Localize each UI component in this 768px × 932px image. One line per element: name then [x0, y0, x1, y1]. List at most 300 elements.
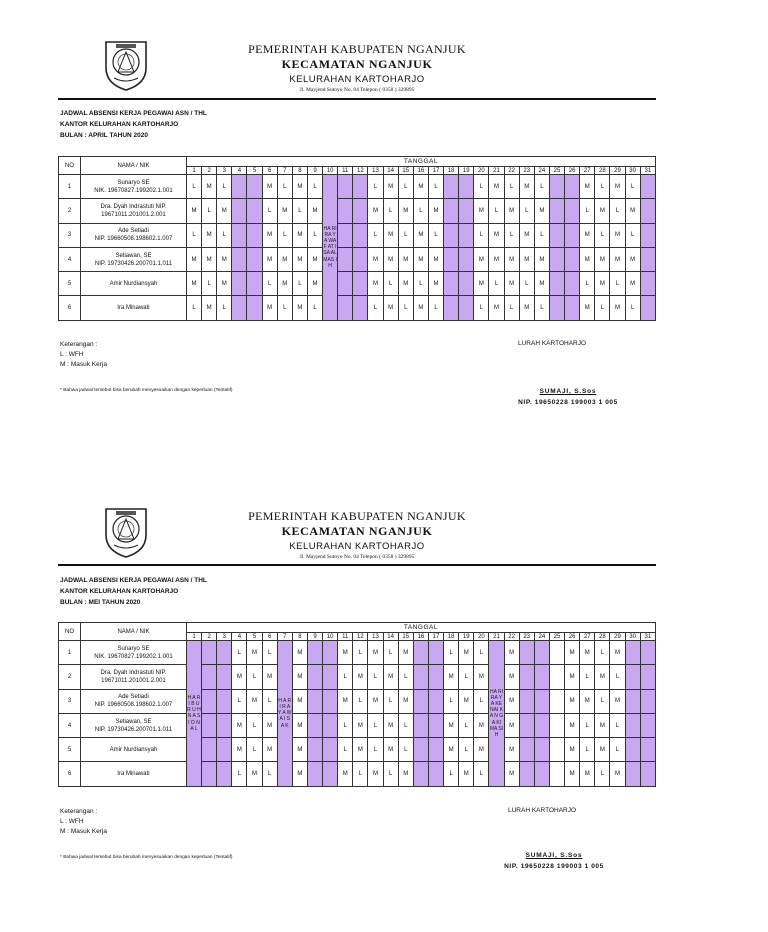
- signatory-nip: NIP. 19650228 199003 1 005: [504, 863, 604, 870]
- attendance-cell: M: [353, 665, 368, 689]
- attendance-cell: [202, 713, 217, 737]
- signature-block: [504, 340, 624, 347]
- attendance-cell: M: [262, 247, 277, 271]
- attendance-cell: L: [262, 272, 277, 296]
- attendance-cell: L: [610, 713, 625, 737]
- attendance-cell: L: [504, 175, 519, 199]
- table-row: [59, 199, 656, 223]
- letterhead-address: Jl. Mayjend Sutoyo No. 04 Telepon ( 0358 ) 329895: [299, 87, 415, 93]
- attendance-cell: L: [262, 762, 277, 786]
- attendance-cell: L: [383, 689, 398, 713]
- attendance-cell: M: [610, 296, 625, 320]
- attendance-cell: L: [217, 296, 232, 320]
- day-header: 6: [262, 633, 277, 641]
- attendance-cell: L: [338, 738, 353, 762]
- attendance-cell: [202, 762, 217, 786]
- day-header: 24: [534, 167, 549, 175]
- attendance-cell: [459, 223, 474, 247]
- attendance-cell: M: [504, 689, 519, 713]
- attendance-cell: L: [398, 175, 413, 199]
- day-header: 22: [504, 167, 519, 175]
- legend: [60, 807, 107, 837]
- attendance-cell: [353, 247, 368, 271]
- attendance-cell: L: [277, 296, 292, 320]
- day-header: 17: [428, 633, 443, 641]
- table-row: [59, 272, 656, 296]
- attendance-cell: M: [504, 762, 519, 786]
- day-header: 11: [338, 633, 353, 641]
- attendance-cell: M: [232, 713, 247, 737]
- holiday-cell: [277, 641, 292, 787]
- attendance-cell: [217, 689, 232, 713]
- day-header: 26: [565, 167, 580, 175]
- attendance-cell: L: [504, 296, 519, 320]
- signature-name-block: [484, 852, 624, 870]
- schedule-sheet-mei: [58, 509, 656, 879]
- attendance-cell: L: [368, 665, 383, 689]
- attendance-cell: M: [292, 223, 307, 247]
- attendance-cell: M: [474, 665, 489, 689]
- attendance-cell: L: [595, 762, 610, 786]
- attendance-cell: M: [292, 296, 307, 320]
- attendance-cell: L: [474, 762, 489, 786]
- attendance-cell: [565, 223, 580, 247]
- day-header: 28: [595, 167, 610, 175]
- attendance-cell: [247, 247, 262, 271]
- office-name: KANTOR KELURAHAN KARTOHARJO: [60, 121, 179, 128]
- attendance-cell: L: [474, 223, 489, 247]
- attendance-cell: M: [489, 223, 504, 247]
- day-header: 10: [323, 167, 338, 175]
- day-header: 30: [625, 167, 640, 175]
- attendance-cell: M: [459, 641, 474, 665]
- attendance-cell: M: [202, 247, 217, 271]
- attendance-cell: [323, 641, 338, 665]
- attendance-cell: [232, 199, 247, 223]
- day-header: 21: [489, 633, 504, 641]
- attendance-cell: L: [413, 199, 428, 223]
- attendance-cell: M: [413, 296, 428, 320]
- attendance-cell: L: [368, 738, 383, 762]
- employee-nik: 19671011.201001.2.001: [101, 211, 166, 218]
- employee-name: Sunaryo SE: [117, 645, 150, 652]
- employee-name: Ira Minawati: [117, 771, 150, 778]
- attendance-cell: L: [459, 713, 474, 737]
- attendance-cell: [534, 689, 549, 713]
- attendance-cell: [625, 665, 640, 689]
- attendance-cell: L: [625, 175, 640, 199]
- attendance-cell: M: [610, 762, 625, 786]
- day-header: 6: [262, 167, 277, 175]
- table-row: [59, 665, 656, 689]
- attendance-cell: [519, 762, 534, 786]
- attendance-cell: [625, 738, 640, 762]
- day-header: 26: [565, 633, 580, 641]
- attendance-cell: [353, 272, 368, 296]
- attendance-cell: L: [444, 689, 459, 713]
- attendance-cell: M: [202, 223, 217, 247]
- attendance-cell: [247, 272, 262, 296]
- attendance-cell: L: [262, 641, 277, 665]
- attendance-cell: L: [580, 199, 595, 223]
- attendance-cell: M: [277, 272, 292, 296]
- employee-cell: [80, 713, 186, 737]
- attendance-cell: [459, 296, 474, 320]
- attendance-cell: L: [277, 175, 292, 199]
- attendance-cell: M: [519, 223, 534, 247]
- employee-name: Amir Nurdiansyah: [109, 280, 158, 287]
- tentative-note: * Bahwa jadwal tersebut bisa berubah menyesuaikan dengan keperluan (Tentatif): [60, 388, 233, 393]
- table-row: [59, 689, 656, 713]
- attendance-cell: [217, 762, 232, 786]
- day-header: 22: [504, 633, 519, 641]
- attendance-cell: [534, 738, 549, 762]
- attendance-cell: [549, 689, 564, 713]
- attendance-cell: M: [292, 738, 307, 762]
- attendance-cell: [519, 738, 534, 762]
- day-header: 2: [202, 633, 217, 641]
- attendance-cell: [519, 689, 534, 713]
- letterhead-line2: KECAMATAN NGANJUK: [281, 524, 433, 538]
- attendance-cell: M: [565, 762, 580, 786]
- attendance-cell: [338, 272, 353, 296]
- day-header: 12: [353, 633, 368, 641]
- day-header: 25: [549, 167, 564, 175]
- attendance-cell: M: [383, 738, 398, 762]
- attendance-cell: M: [610, 247, 625, 271]
- attendance-cell: L: [459, 665, 474, 689]
- attendance-cell: M: [504, 247, 519, 271]
- attendance-cell: M: [474, 247, 489, 271]
- day-header: 20: [474, 633, 489, 641]
- attendance-cell: [519, 641, 534, 665]
- employee-cell: [80, 199, 186, 223]
- attendance-cell: L: [595, 296, 610, 320]
- attendance-cell: M: [383, 175, 398, 199]
- no-column-header: NO: [59, 623, 81, 641]
- letterhead: [58, 42, 656, 94]
- attendance-cell: M: [565, 713, 580, 737]
- schedule-meta: [60, 575, 207, 608]
- schedule-title: JADWAL ABSENSI KERJA PEGAWAI ASN / THL: [60, 110, 207, 117]
- attendance-cell: M: [277, 199, 292, 223]
- attendance-cell: [428, 762, 443, 786]
- attendance-cell: L: [595, 223, 610, 247]
- attendance-cell: M: [580, 223, 595, 247]
- attendance-cell: M: [368, 199, 383, 223]
- row-number: 3: [59, 223, 81, 247]
- attendance-cell: [534, 762, 549, 786]
- day-header: 15: [398, 167, 413, 175]
- attendance-cell: [338, 296, 353, 320]
- attendance-cell: L: [353, 762, 368, 786]
- attendance-cell: M: [202, 175, 217, 199]
- attendance-cell: M: [292, 689, 307, 713]
- attendance-cell: L: [383, 199, 398, 223]
- day-header: 27: [580, 167, 595, 175]
- attendance-cell: [549, 641, 564, 665]
- attendance-cell: M: [383, 223, 398, 247]
- attendance-cell: L: [398, 296, 413, 320]
- attendance-cell: L: [534, 223, 549, 247]
- attendance-cell: [549, 175, 564, 199]
- attendance-cell: [534, 665, 549, 689]
- legend-masuk: M : Masuk Kerja: [60, 828, 107, 835]
- legend-wfh: L : WFH: [60, 818, 84, 825]
- attendance-cell: M: [504, 641, 519, 665]
- attendance-cell: [549, 296, 564, 320]
- attendance-cell: [353, 296, 368, 320]
- day-header: 21: [489, 167, 504, 175]
- attendance-cell: M: [277, 247, 292, 271]
- day-header: 18: [444, 633, 459, 641]
- attendance-cell: M: [186, 272, 201, 296]
- attendance-cell: L: [217, 175, 232, 199]
- day-header: 1: [186, 167, 201, 175]
- attendance-cell: M: [595, 713, 610, 737]
- attendance-cell: L: [580, 272, 595, 296]
- header-divider: [58, 564, 656, 566]
- attendance-cell: M: [262, 223, 277, 247]
- attendance-cell: [640, 272, 655, 296]
- attendance-cell: M: [534, 272, 549, 296]
- day-header: 11: [338, 167, 353, 175]
- attendance-cell: [353, 199, 368, 223]
- attendance-cell: L: [580, 738, 595, 762]
- employee-nik: NIP. 19660508.198602.1.007: [94, 702, 173, 709]
- attendance-cell: [232, 272, 247, 296]
- day-header: 2: [202, 167, 217, 175]
- employee-cell: [80, 296, 186, 320]
- attendance-cell: [640, 199, 655, 223]
- attendance-cell: [444, 296, 459, 320]
- employee-nik: NIK. 19670827.199202.1.001: [94, 653, 173, 660]
- attendance-cell: [549, 762, 564, 786]
- attendance-cell: M: [610, 175, 625, 199]
- letterhead-line1: PEMERINTAH KABUPATEN NGANJUK: [248, 42, 466, 56]
- holiday-label: HA RI RA YA KE NAI KA N GA KI MA SIH: [489, 688, 504, 738]
- attendance-cell: M: [580, 689, 595, 713]
- attendance-cell: L: [489, 199, 504, 223]
- attendance-cell: M: [247, 762, 262, 786]
- day-header: 29: [610, 633, 625, 641]
- letterhead-line2: KECAMATAN NGANJUK: [281, 57, 433, 71]
- attendance-cell: M: [186, 199, 201, 223]
- attendance-cell: M: [413, 247, 428, 271]
- attendance-table: [58, 156, 656, 321]
- attendance-cell: M: [262, 296, 277, 320]
- attendance-cell: M: [413, 175, 428, 199]
- employee-cell: [80, 175, 186, 199]
- attendance-cell: M: [519, 296, 534, 320]
- attendance-cell: M: [625, 272, 640, 296]
- attendance-cell: M: [504, 199, 519, 223]
- day-header: 28: [595, 633, 610, 641]
- attendance-cell: L: [202, 199, 217, 223]
- attendance-table: [58, 622, 656, 787]
- attendance-cell: L: [307, 296, 322, 320]
- attendance-cell: [565, 247, 580, 271]
- attendance-cell: [247, 296, 262, 320]
- day-header: 3: [217, 167, 232, 175]
- attendance-cell: [444, 223, 459, 247]
- attendance-cell: M: [398, 247, 413, 271]
- row-number: 2: [59, 665, 81, 689]
- signature-block: [494, 807, 614, 814]
- attendance-cell: M: [519, 175, 534, 199]
- employee-cell: [80, 762, 186, 786]
- attendance-cell: [428, 641, 443, 665]
- attendance-cell: L: [383, 641, 398, 665]
- attendance-cell: M: [428, 272, 443, 296]
- attendance-cell: M: [368, 689, 383, 713]
- header-divider: [58, 98, 656, 100]
- attendance-cell: M: [474, 713, 489, 737]
- holiday-label: HA RI RA YA WAF AT ISA AL MAS IH: [323, 225, 337, 269]
- attendance-cell: M: [580, 641, 595, 665]
- attendance-cell: M: [292, 641, 307, 665]
- attendance-cell: M: [383, 713, 398, 737]
- attendance-cell: M: [368, 272, 383, 296]
- attendance-cell: L: [474, 175, 489, 199]
- holiday-label: H A R I R A Y A W A I S A K: [277, 697, 292, 729]
- attendance-cell: L: [232, 762, 247, 786]
- attendance-cell: L: [534, 175, 549, 199]
- table-row: [59, 296, 656, 320]
- attendance-cell: [549, 738, 564, 762]
- attendance-cell: L: [519, 272, 534, 296]
- row-number: 1: [59, 641, 81, 665]
- day-header: 1: [186, 633, 201, 641]
- day-header: 4: [232, 633, 247, 641]
- attendance-cell: L: [534, 296, 549, 320]
- attendance-cell: M: [428, 247, 443, 271]
- row-number: 6: [59, 296, 81, 320]
- holiday-cell: [186, 641, 201, 787]
- attendance-cell: M: [625, 247, 640, 271]
- attendance-cell: [625, 689, 640, 713]
- name-column-header: NAMA / NIK: [80, 623, 186, 641]
- employee-name: Sunaryo SE: [117, 179, 150, 186]
- attendance-cell: [444, 272, 459, 296]
- attendance-cell: M: [292, 762, 307, 786]
- attendance-cell: L: [232, 641, 247, 665]
- attendance-cell: M: [383, 296, 398, 320]
- attendance-cell: [217, 641, 232, 665]
- day-header: 16: [413, 167, 428, 175]
- attendance-cell: M: [444, 738, 459, 762]
- row-number: 4: [59, 247, 81, 271]
- attendance-cell: M: [232, 738, 247, 762]
- schedule-month: BULAN : APRIL TAHUN 2020: [60, 132, 149, 139]
- signatory-nip: NIP. 19650228 199003 1 005: [518, 399, 618, 406]
- attendance-cell: M: [217, 199, 232, 223]
- attendance-cell: [444, 175, 459, 199]
- attendance-cell: M: [595, 738, 610, 762]
- day-header: 12: [353, 167, 368, 175]
- employee-cell: [80, 223, 186, 247]
- day-header: 18: [444, 167, 459, 175]
- attendance-cell: [353, 175, 368, 199]
- attendance-cell: M: [262, 665, 277, 689]
- date-group-header: TANGGAL: [186, 157, 655, 167]
- attendance-cell: M: [202, 296, 217, 320]
- attendance-cell: M: [595, 199, 610, 223]
- attendance-cell: M: [580, 175, 595, 199]
- attendance-cell: [338, 175, 353, 199]
- holiday-cell: [323, 175, 338, 321]
- attendance-cell: M: [580, 296, 595, 320]
- attendance-cell: L: [247, 665, 262, 689]
- attendance-cell: M: [383, 665, 398, 689]
- schedule-month: BULAN : MEI TAHUN 2020: [60, 599, 141, 606]
- legend-title: Keterangan :: [60, 808, 98, 815]
- attendance-cell: [338, 199, 353, 223]
- office-name: KANTOR KELURAHAN KARTOHARJO: [60, 588, 179, 595]
- attendance-cell: M: [504, 738, 519, 762]
- attendance-cell: [338, 247, 353, 271]
- attendance-cell: L: [186, 223, 201, 247]
- day-header: 17: [428, 167, 443, 175]
- attendance-cell: [413, 665, 428, 689]
- row-number: 1: [59, 175, 81, 199]
- attendance-cell: L: [610, 199, 625, 223]
- attendance-cell: M: [338, 762, 353, 786]
- attendance-cell: M: [262, 175, 277, 199]
- attendance-cell: [565, 272, 580, 296]
- employee-name: Ade Setiadi: [118, 694, 149, 701]
- attendance-cell: [323, 713, 338, 737]
- attendance-cell: M: [459, 762, 474, 786]
- attendance-cell: L: [368, 223, 383, 247]
- day-header: 10: [323, 633, 338, 641]
- attendance-cell: M: [232, 665, 247, 689]
- attendance-cell: L: [610, 665, 625, 689]
- attendance-cell: [549, 223, 564, 247]
- attendance-cell: M: [580, 247, 595, 271]
- attendance-cell: L: [398, 713, 413, 737]
- attendance-cell: L: [338, 665, 353, 689]
- attendance-cell: [247, 199, 262, 223]
- attendance-cell: M: [338, 641, 353, 665]
- attendance-cell: L: [368, 175, 383, 199]
- table-row: [59, 223, 656, 247]
- holiday-label: H A R I B U R U H N A S I O N A L: [187, 694, 201, 732]
- attendance-cell: L: [202, 272, 217, 296]
- attendance-cell: L: [292, 272, 307, 296]
- attendance-cell: M: [565, 641, 580, 665]
- day-header: 5: [247, 167, 262, 175]
- attendance-cell: L: [413, 272, 428, 296]
- attendance-cell: [459, 199, 474, 223]
- attendance-cell: M: [398, 641, 413, 665]
- employee-name: Ira Minawati: [117, 305, 150, 312]
- attendance-cell: [625, 762, 640, 786]
- attendance-cell: M: [292, 175, 307, 199]
- attendance-cell: L: [398, 223, 413, 247]
- attendance-cell: [534, 641, 549, 665]
- signatory-name: SUMAJI, S.Sos: [525, 852, 583, 859]
- employee-nik: NIK. 19670827.199202.1.001: [94, 187, 173, 194]
- attendance-cell: M: [292, 713, 307, 737]
- attendance-cell: M: [504, 272, 519, 296]
- day-header: 3: [217, 633, 232, 641]
- attendance-cell: M: [474, 199, 489, 223]
- attendance-cell: L: [625, 296, 640, 320]
- attendance-cell: [549, 247, 564, 271]
- table-row: [59, 247, 656, 271]
- attendance-cell: [232, 296, 247, 320]
